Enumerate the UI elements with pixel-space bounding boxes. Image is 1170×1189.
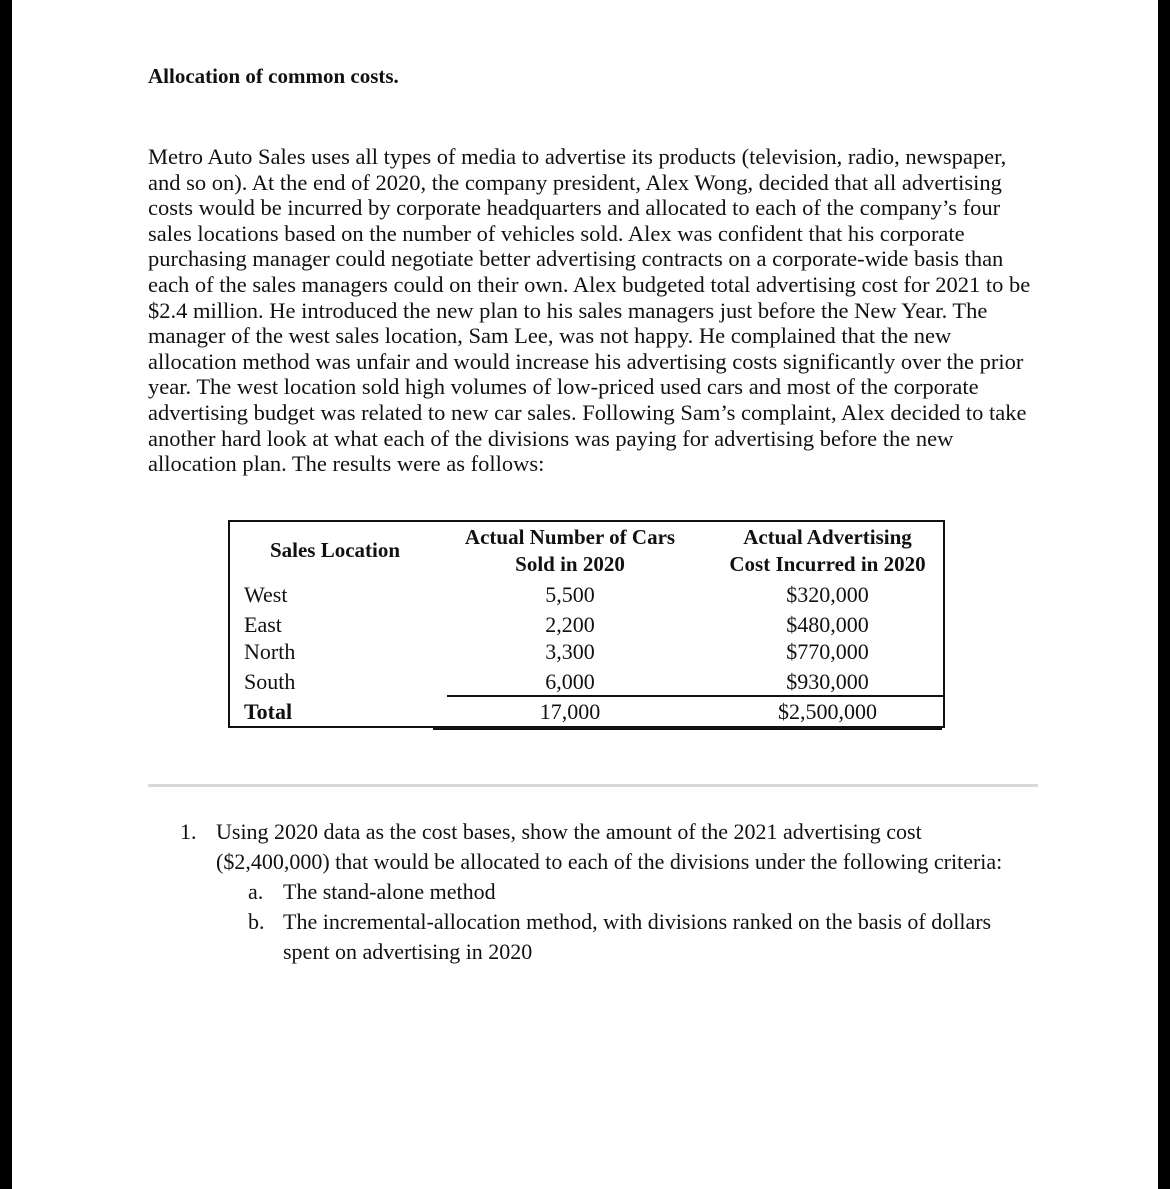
- header-cost-line1: Actual Advertising: [743, 525, 912, 549]
- item-b-line2: spent on advertising in 2020: [283, 939, 533, 964]
- table-row-cost: $320,000: [786, 582, 869, 607]
- item-a-text: The stand-alone method: [283, 879, 496, 904]
- subtotal-rule: [447, 695, 943, 697]
- item-b-line1: The incremental-allocation method, with divisions ranked on the basis of dollars: [283, 909, 992, 934]
- data-table: [228, 520, 945, 728]
- total-row-cost: $2,500,000: [778, 699, 877, 724]
- total-double-rule: [433, 727, 942, 730]
- document-page: [12, 0, 1158, 1189]
- table-row-cars: 5,500: [545, 582, 595, 607]
- question-number: 1.: [180, 819, 197, 844]
- total-row-cars: 17,000: [539, 699, 601, 724]
- item-b-label: b.: [248, 909, 265, 934]
- item-a-label: a.: [248, 879, 264, 904]
- header-cars-line1: Actual Number of Cars: [464, 525, 676, 549]
- total-row-label: Total: [244, 699, 293, 724]
- header-cars-line2: Sold in 2020: [515, 552, 625, 576]
- table-row-cost: $770,000: [786, 639, 869, 664]
- table-row-location: East: [244, 612, 282, 637]
- table-row-cost: $930,000: [786, 669, 869, 694]
- table-row-location: West: [244, 582, 288, 607]
- question-line2: ($2,400,000) that would be allocated to each of the divisions under the following criteria:: [216, 849, 1003, 874]
- table-row-cars: 3,300: [545, 639, 595, 664]
- problem-paragraph: Metro Auto Sales uses all types of media to advertise its products (television, radio, newspaper, and so on). At the end of 2020, the company president, Alex Wong, decided that all advertising costs would be incurred by corporate headquarters and allocated to each of the company’s four sales locations based on the number of vehicles sold. Alex was confident that his corporate purchasing manager could negotiate better advertising contracts on a corporate-wide basis than each of the sales managers could on their own. Alex budgeted total advertising cost for 2021 to be $2.4 million. He introduced the new plan to his sales managers just before the New Year. The manager of the west sales location, Sam Lee, was not happy. He complained that the new allocation method was unfair and would increase his advertising costs significantly over the prior year. The west location sold high volumes of low-priced used cars and most of the corporate advertising budget was related to new car sales. Following Sam’s complaint, Alex decided to take another hard look at what each of the divisions was paying for advertising before the new allocation plan. The results were as follows:: [148, 144, 1031, 477]
- table-row-location: North: [244, 639, 296, 664]
- section-divider: [148, 784, 1038, 787]
- table-row-location: South: [244, 669, 296, 694]
- header-cost-line2: Cost Incurred in 2020: [729, 552, 926, 576]
- page-title: Allocation of common costs.: [148, 64, 399, 88]
- table-row-cars: 6,000: [545, 669, 595, 694]
- question-line1: Using 2020 data as the cost bases, show the amount of the 2021 advertising cost: [216, 819, 922, 844]
- header-sales-location: Sales Location: [269, 538, 401, 562]
- table-row-cars: 2,200: [545, 612, 595, 637]
- table-row-cost: $480,000: [786, 612, 869, 637]
